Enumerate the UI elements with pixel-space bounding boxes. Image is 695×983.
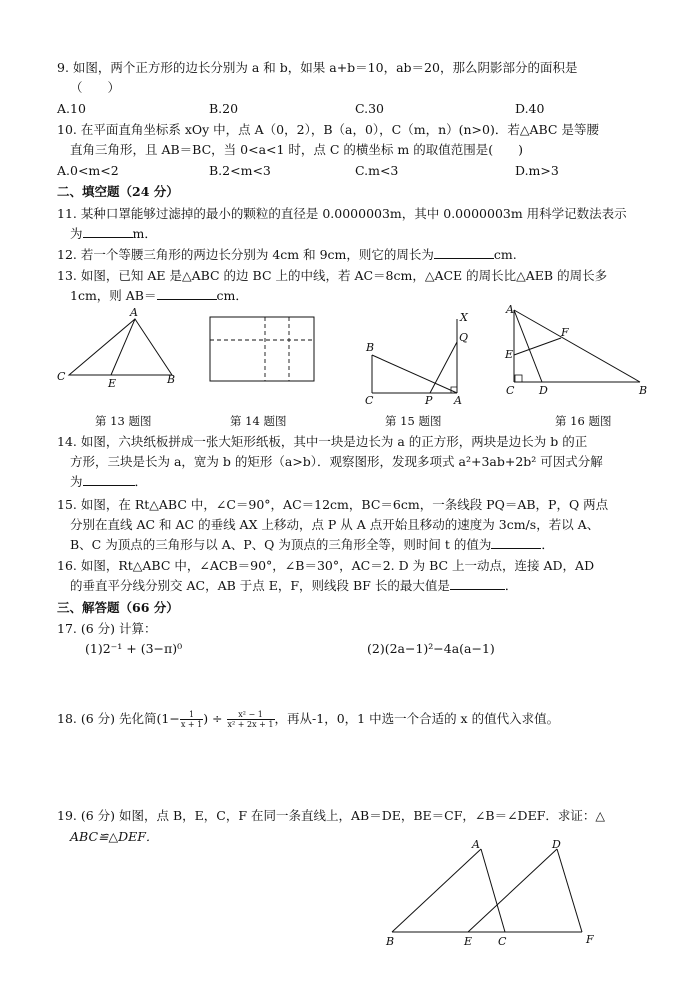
q11-line1: 11. 某种口罩能够过滤掉的最小的颗粒的直径是 0.0000003m，其中 0.0000003m 用科学记数法表示 [57,206,627,221]
fig15-label-x: X [460,311,468,324]
q10-option-d: D.m>3 [515,163,559,178]
q13-text: 1cm，则 AB＝ [70,288,157,303]
q16-end: ． [504,578,518,593]
q10-line1: 10. 在平面直角坐标系 xOy 中，点 A（0，2），B（a，0），C（m，n）(n>0)．若△ABC 是等腰 [57,122,599,137]
q18-text-c: ，再从-1，0，1 中选一个合适的 x 的值代入求值。 [274,711,560,726]
fig16-label-d: D [539,384,548,397]
q18-text-b: ) ÷ [203,711,223,726]
q17-part2: (2)(2a−1)²−4a(a−1) [367,641,495,656]
q18-frac2-num: x² − 1 [227,710,275,720]
q16-answer-blank [450,589,505,590]
q12-unit: cm. [493,247,517,262]
q13-line1: 13. 如图，已知 AE 是△ABC 的边 BC 上的中线，若 AC＝8cm，△ACE 的周长比△AEB 的周长多 [57,268,608,283]
q18-frac1-num: 1 [180,710,203,720]
q11-unit: m． [132,226,157,241]
q18-fraction-2 [227,710,275,729]
q9-line1: 9. 如图，两个正方形的边长分别为 a 和 b，如果 a+b＝10，ab＝20，那么阴影部分的面积是 [57,60,578,75]
fig13-label-c: C [57,370,66,383]
fig16-label-c: C [506,384,515,397]
q15-line3 [70,537,554,553]
fig15-label-q: Q [459,331,469,344]
q15-text: B、C 为顶点的三角形与以 A、P、Q 为顶点的三角形全等，则时间 t 的值为 [70,537,492,552]
fig15-label-c: C [365,394,374,407]
fig13-label-e: E [108,377,117,390]
caption-fig13: 第 13 题图 [95,414,152,428]
q13-line2 [70,288,248,304]
q11-answer-blank [83,237,133,238]
q14-text: 为 [70,474,83,489]
fig19-label-e: E [464,935,473,948]
q10-option-c: C.m<3 [355,163,399,178]
q10-option-b: B.2<m<3 [209,163,271,178]
caption-fig15: 第 15 题图 [385,414,442,428]
fig15-label-b: B [366,341,375,354]
fig16-label-b: B [639,384,648,397]
q9-option-a: A.10 [57,101,86,116]
q18-frac1-den: x + 1 [180,720,203,729]
q18-fraction-1 [180,710,203,729]
q15-end: ． [541,537,554,552]
q14-line2: 方形，三块是长为 a，宽为 b 的矩形（a>b）．观察图形，发现多项式 a²+3ab+2b² 可因式分解 [70,454,603,469]
fig13-label-b: B [167,373,176,386]
q9-option-c: C.30 [355,101,384,116]
fig16-label-a: A [506,303,514,316]
fig15-label-p: P [425,394,433,407]
q15-line2: 分别在直线 AC 和 AC 的垂线 AX 上移动，点 P 从 A 点开始且移动的速度为 3cm/s，若以 A、 [70,517,600,532]
section-solution-title: 三、解答题（66 分） [57,600,179,615]
fig15-label-a: A [454,394,462,407]
q9-option-d: D.40 [515,101,545,116]
fig16-label-e: E [505,348,514,361]
figure-14 [208,315,318,385]
q17-head: 17. (6 分) 计算： [57,621,157,636]
q11-line2 [70,226,157,242]
q15-answer-blank [491,548,541,549]
q18-line [57,708,559,730]
figure-16 [500,300,655,400]
q11-text: 为 [70,226,83,241]
fig19-label-b: B [386,935,395,948]
q16-line2 [70,578,517,594]
q14-answer-blank [83,485,135,486]
q14-line1: 14. 如图，六块纸板拼成一张大矩形纸板，其中一块是边长为 a 的正方形，两块是边长为 b 的正 [57,434,588,449]
q14-end: ． [134,474,148,489]
q15-line1: 15. 如图，在 Rt△ABC 中，∠C＝90°，AC＝12cm，BC＝6cm，一条线段 PQ＝AB，P，Q 两点 [57,497,609,512]
caption-fig16: 第 16 题图 [555,414,612,428]
figure-15 [362,305,477,405]
q17-part1: (1)2⁻¹ + (3−π)⁰ [85,641,183,656]
q9-option-b: B.20 [209,101,239,116]
q16-text: 的垂直平分线分别交 AC，AB 于点 E，F，则线段 BF 长的最大值是 [70,578,450,593]
q10-line2: 直角三角形，且 AB＝BC，当 0<a<1 时，点 C 的横坐标 m 的取值范围是( ) [70,142,523,157]
q19-line2: ABC≌△DEF． [70,829,159,844]
fig19-label-c: C [498,935,507,948]
caption-fig14: 第 14 题图 [230,414,287,428]
q12-line [57,247,517,263]
q14-line3 [70,474,147,490]
fig13-label-a: A [130,306,138,319]
q10-option-a: A.0<m<2 [57,163,119,178]
q9-line2: （ ） [70,80,121,95]
q12-text: 12. 若一个等腰三角形的两边长分别为 4cm 和 9cm，则它的周长为 [57,247,434,262]
q13-answer-blank [157,299,217,300]
q16-line1: 16. 如图，Rt△ABC 中，∠ACB＝90°，∠B＝30°，AC＝2. D 为 BC 上一动点，连接 AD，AD [57,558,595,573]
figure-19 [380,835,610,955]
q19-line1: 19. (6 分) 如图，点 B，E，C，F 在同一条直线上，AB＝DE，BE＝CF，∠B＝∠DEF．求证：△ [57,808,605,823]
q18-frac2-den: x² + 2x + 1 [227,720,274,729]
fig19-label-d: D [552,838,561,851]
figure-13 [55,305,185,395]
fig19-label-a: A [472,838,480,851]
q13-unit: cm． [216,288,248,303]
q12-answer-blank [434,258,494,259]
q18-text-a: 18. (6 分) 先化简(1− [57,711,180,726]
fig16-label-f: F [561,326,569,339]
section-fill-in-title: 二、填空题（24 分） [57,184,179,199]
fig19-label-f: F [586,933,594,946]
